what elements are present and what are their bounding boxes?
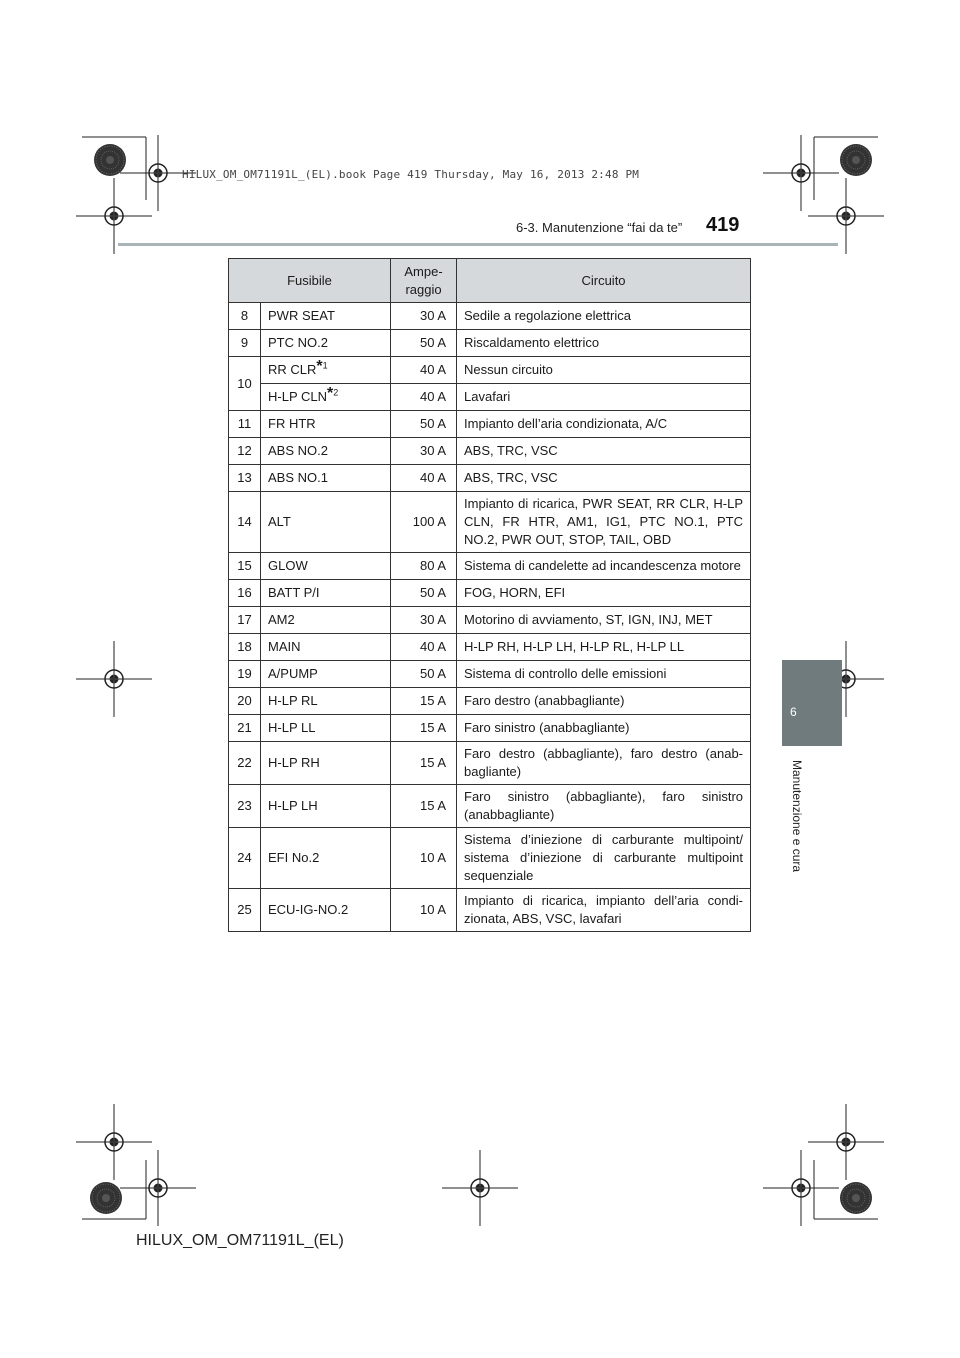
fuse-amperage: 50 A <box>391 580 457 607</box>
fuse-name: ABS NO.1 <box>261 465 391 492</box>
table-row <box>229 742 751 785</box>
fuse-amperage: 40 A <box>391 634 457 661</box>
fuse-amperage: 15 A <box>391 715 457 742</box>
fuse-amperage: 10 A <box>391 828 457 889</box>
fuse-amperage: 40 A <box>391 465 457 492</box>
table-row <box>229 688 751 715</box>
fuse-amperage: 15 A <box>391 785 457 828</box>
table-row <box>229 634 751 661</box>
fuse-circuit: Impianto di ricarica, impianto dell’aria condi-zionata, ABS, VSC, lavafari <box>457 889 751 932</box>
fuse-name: ALT <box>261 492 391 553</box>
fuse-number: 10 <box>229 357 261 411</box>
header-rule <box>118 243 838 246</box>
chapter-tab-number: 6 <box>790 705 797 719</box>
fuse-name: RR CLR <box>268 362 317 377</box>
page-number: 419 <box>706 214 740 236</box>
chapter-tab-label: Manutenzione e cura <box>790 760 804 873</box>
fuse-amperage: 50 A <box>391 661 457 688</box>
fuse-name-cell <box>261 384 391 411</box>
fuse-name: AM2 <box>261 607 391 634</box>
table-row <box>229 465 751 492</box>
header-amp: Ampe- raggio <box>391 259 457 303</box>
fuse-circuit: Sistema di controllo delle emissioni <box>457 661 751 688</box>
fuse-circuit: FOG, HORN, EFI <box>457 580 751 607</box>
fuse-number: 18 <box>229 634 261 661</box>
fuse-amperage: 80 A <box>391 553 457 580</box>
fuse-circuit: Motorino di avviamento, ST, IGN, INJ, MET <box>457 607 751 634</box>
fuse-name: MAIN <box>261 634 391 661</box>
fuse-amperage: 50 A <box>391 330 457 357</box>
fuse-amperage: 15 A <box>391 688 457 715</box>
fuse-number: 23 <box>229 785 261 828</box>
fuse-number: 20 <box>229 688 261 715</box>
fuse-table <box>228 258 751 932</box>
footnote-star: * <box>327 385 334 402</box>
fuse-circuit: Nessun circuito <box>457 357 751 384</box>
table-row <box>229 785 751 828</box>
fuse-name: PTC NO.2 <box>261 330 391 357</box>
table-row <box>229 553 751 580</box>
fuse-number: 22 <box>229 742 261 785</box>
table-row <box>229 384 751 411</box>
fuse-number: 15 <box>229 553 261 580</box>
fuse-circuit: Faro sinistro (abbagliante), faro sinistro (anabbagliante) <box>457 785 751 828</box>
fuse-amperage: 30 A <box>391 438 457 465</box>
table-header-row <box>229 259 751 303</box>
footnote-star: * <box>316 358 323 375</box>
fuse-circuit: Faro destro (anabbagliante) <box>457 688 751 715</box>
fuse-name-cell <box>261 357 391 384</box>
fuse-number: 17 <box>229 607 261 634</box>
table-row <box>229 715 751 742</box>
fuse-amperage: 100 A <box>391 492 457 553</box>
table-row <box>229 889 751 932</box>
header-circuit: Circuito <box>457 259 751 303</box>
fuse-amperage: 40 A <box>391 384 457 411</box>
fuse-circuit: Riscaldamento elettrico <box>457 330 751 357</box>
document-code: HILUX_OM_OM71191L_(EL) <box>136 1232 344 1249</box>
fuse-number: 21 <box>229 715 261 742</box>
fuse-name: PWR SEAT <box>261 303 391 330</box>
footnote-number: 2 <box>333 387 339 398</box>
fuse-name: H-LP RH <box>261 742 391 785</box>
table-row <box>229 828 751 889</box>
table-row <box>229 492 751 553</box>
fuse-circuit: ABS, TRC, VSC <box>457 438 751 465</box>
fuse-amperage: 10 A <box>391 889 457 932</box>
table-row <box>229 607 751 634</box>
fuse-name: H-LP RL <box>261 688 391 715</box>
fuse-number: 13 <box>229 465 261 492</box>
table-row <box>229 357 751 384</box>
table-row <box>229 580 751 607</box>
table-row <box>229 303 751 330</box>
fuse-circuit: Lavafari <box>457 384 751 411</box>
fuse-name: H-LP LL <box>261 715 391 742</box>
fuse-number: 25 <box>229 889 261 932</box>
table-row <box>229 438 751 465</box>
fuse-amperage: 15 A <box>391 742 457 785</box>
fuse-name: H-LP CLN <box>268 389 328 404</box>
fuse-circuit: H-LP RH, H-LP LH, H-LP RL, H-LP LL <box>457 634 751 661</box>
fuse-circuit: Impianto di ricarica, PWR SEAT, RR CLR, H-LP CLN, FR HTR, AM1, IG1, PTC NO.1, PTC NO.2, PWR OUT, STOP, TAIL, OBD <box>457 492 751 553</box>
section-title: 6-3. Manutenzione “fai da te” <box>516 220 683 235</box>
table-row <box>229 661 751 688</box>
table-row <box>229 411 751 438</box>
fuse-name: ABS NO.2 <box>261 438 391 465</box>
fuse-number: 14 <box>229 492 261 553</box>
fuse-amperage: 40 A <box>391 357 457 384</box>
fuse-circuit: Impianto dell’aria condizionata, A/C <box>457 411 751 438</box>
fuse-name: H-LP LH <box>261 785 391 828</box>
table-row <box>229 330 751 357</box>
fuse-name: GLOW <box>261 553 391 580</box>
fuse-number: 8 <box>229 303 261 330</box>
fuse-number: 24 <box>229 828 261 889</box>
fuse-name: FR HTR <box>261 411 391 438</box>
fuse-circuit: Sedile a regolazione elettrica <box>457 303 751 330</box>
fuse-circuit: Sistema d’iniezione di carburante multipoint/ sistema d’iniezione di carburante multipoint sequenziale <box>457 828 751 889</box>
fuse-amperage: 30 A <box>391 607 457 634</box>
chapter-tab <box>782 660 842 746</box>
fuse-circuit: Sistema di candelette ad incandescenza motore <box>457 553 751 580</box>
fuse-number: 9 <box>229 330 261 357</box>
fuse-number: 11 <box>229 411 261 438</box>
header-fuse: Fusibile <box>229 259 391 303</box>
fuse-circuit: ABS, TRC, VSC <box>457 465 751 492</box>
book-info-line: HILUX_OM_OM71191L_(EL).book Page 419 Thursday, May 16, 2013 2:48 PM <box>182 168 640 181</box>
fuse-number: 12 <box>229 438 261 465</box>
fuse-number: 19 <box>229 661 261 688</box>
fuse-name: EFI No.2 <box>261 828 391 889</box>
fuse-name: ECU-IG-NO.2 <box>261 889 391 932</box>
fuse-circuit: Faro sinistro (anabbagliante) <box>457 715 751 742</box>
footnote-number: 1 <box>322 360 328 371</box>
fuse-amperage: 50 A <box>391 411 457 438</box>
fuse-number: 16 <box>229 580 261 607</box>
fuse-name: A/PUMP <box>261 661 391 688</box>
fuse-amperage: 30 A <box>391 303 457 330</box>
fuse-circuit: Faro destro (abbagliante), faro destro (anab-bagliante) <box>457 742 751 785</box>
fuse-name: BATT P/I <box>261 580 391 607</box>
